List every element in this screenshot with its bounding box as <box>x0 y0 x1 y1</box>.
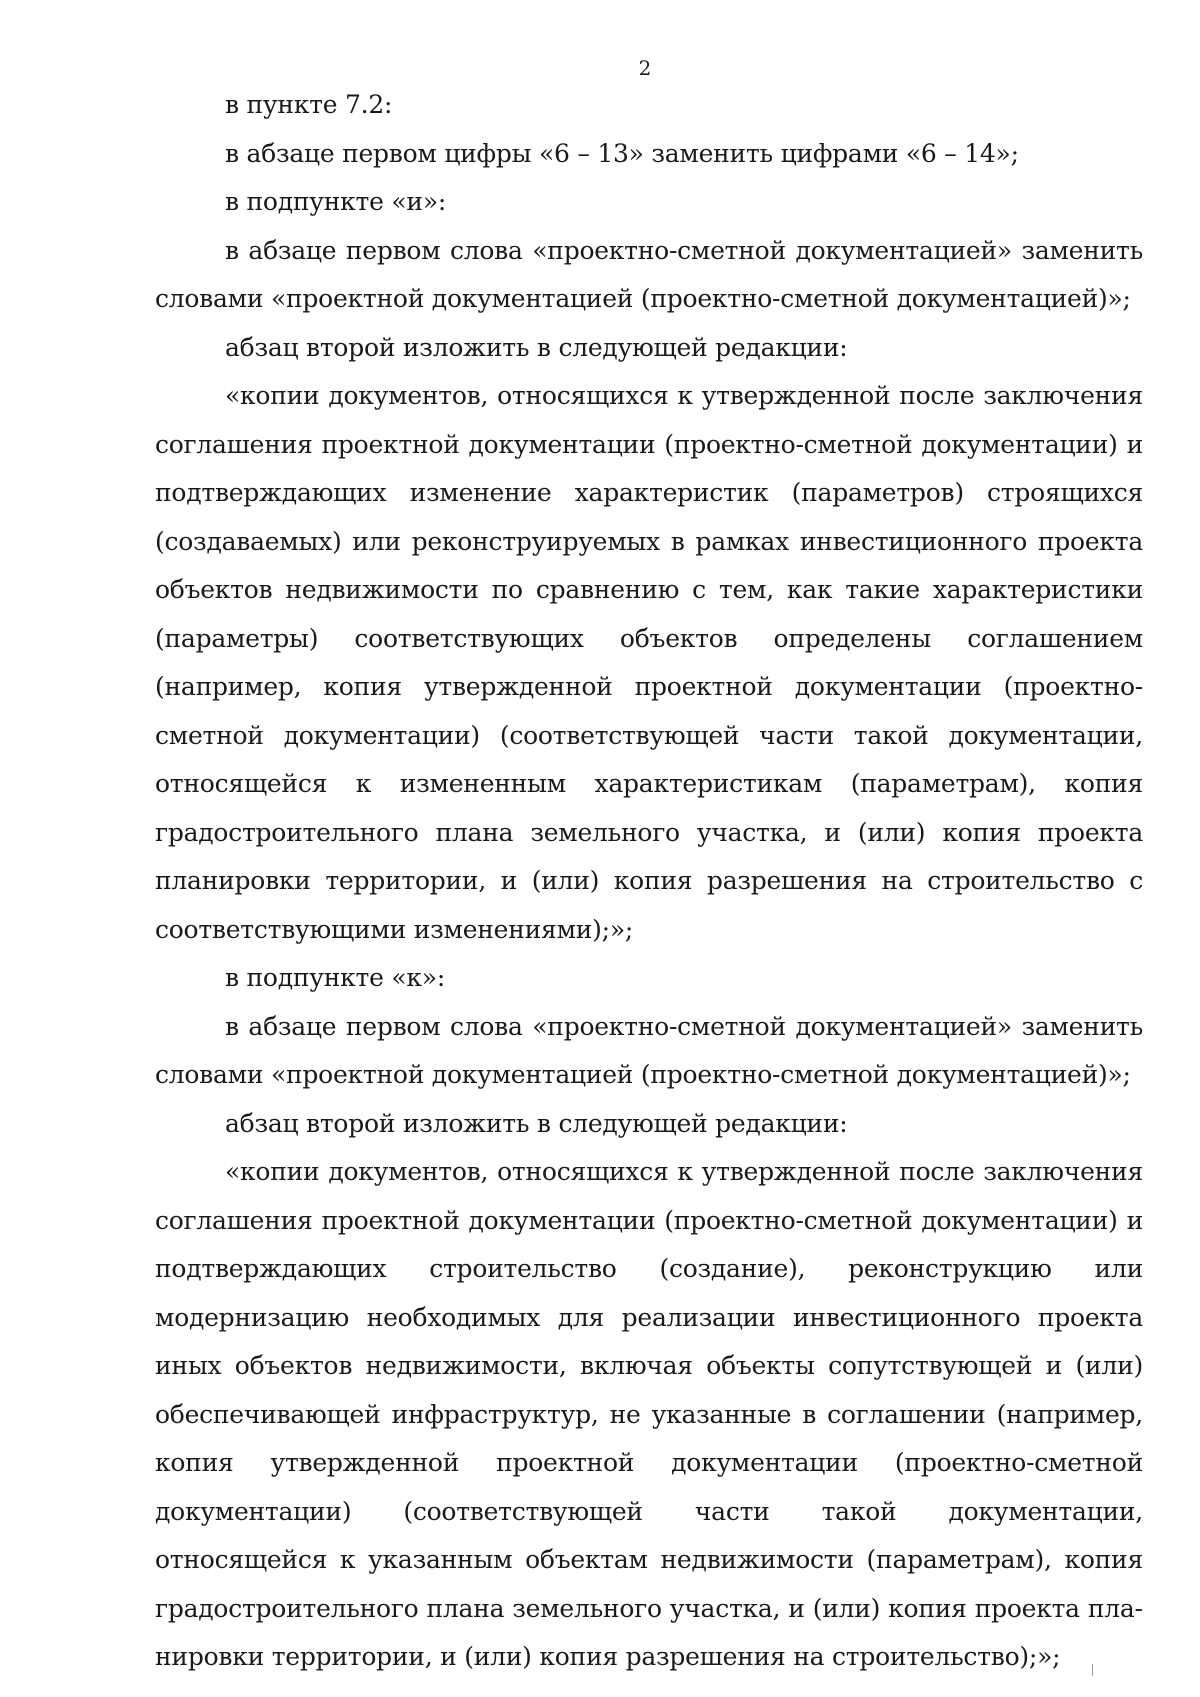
scan-artifact-mark <box>1092 1664 1093 1676</box>
paragraph-words-replacement-i: в абзаце первом слова «проектно-сметной документацией» заменить словами «проектной документацией (проектно-сметной документацией)»; <box>155 235 1143 313</box>
paragraph-quoted-text-k: «копии документов, относящихся к утвержденной после заключения соглашения проектной документации (проектно-сметной документации) и подтверждающих строительство (создание), реконструкцию или модернизацию необходимых для реализации инвестиционного проекта иных объектов недвижимости, включая объекты сопутствующей и (или) обеспечивающей инфраструктур, не указанные в соглашении (например, копия утвержденной проектной документации (проектно-сметной документации) (соответствующей части такой документации, относящейся к указанным объектам недвижимости (параметрам), копия градостроительного плана земельного участка, и (или) копия проекта планировки территории, и (или) копия разрешения на строительство);»; <box>155 1157 1143 1671</box>
paragraph-subitem-i: в подпункте «и»: <box>225 187 447 216</box>
paragraph-words-replacement-k: в абзаце первом слова «проектно-сметной документацией» заменить словами «проектной документацией (проектно-сметной документацией)»; <box>155 1011 1143 1089</box>
paragraph-second-abzac-i: абзац второй изложить в следующей редакции: <box>225 332 848 362</box>
paragraph-quoted-text-i: «копии документов, относящихся к утвержденной после заключения соглашения проектной документации (проектно-сметной документации) и подтверждающих изменение характеристик (параметров) строящихся (создаваемых) или реконструируемых в рамках инвестиционного проекта объектов недвижимости по сравнению с тем, как такие характеристики (параметры) соответствующих объектов определены соглашением (например, копия утвержденной проектной документации (проектно-сметной документации) (соответствующей части такой документации, относящейся к измененным характеристикам (параметрам), копия градостроительного плана земельного участка, и (или) копия проекта планировки территории, и (или) копия разрешения на строительство с соответствующими изменениями);»; <box>155 381 1143 944</box>
document-body <box>155 81 1143 1682</box>
paragraph-item-7-2: в пункте 7.2: <box>225 90 393 119</box>
paragraph-second-abzac-k: абзац второй изложить в следующей редакции: <box>225 1108 848 1138</box>
paragraph-subitem-k: в подпункте «к»: <box>225 963 445 992</box>
page-number: 2 <box>638 56 652 80</box>
paragraph-digits-replacement: в абзаце первом цифры «6 – 13» заменить цифрами «6 – 14»; <box>225 138 1019 168</box>
